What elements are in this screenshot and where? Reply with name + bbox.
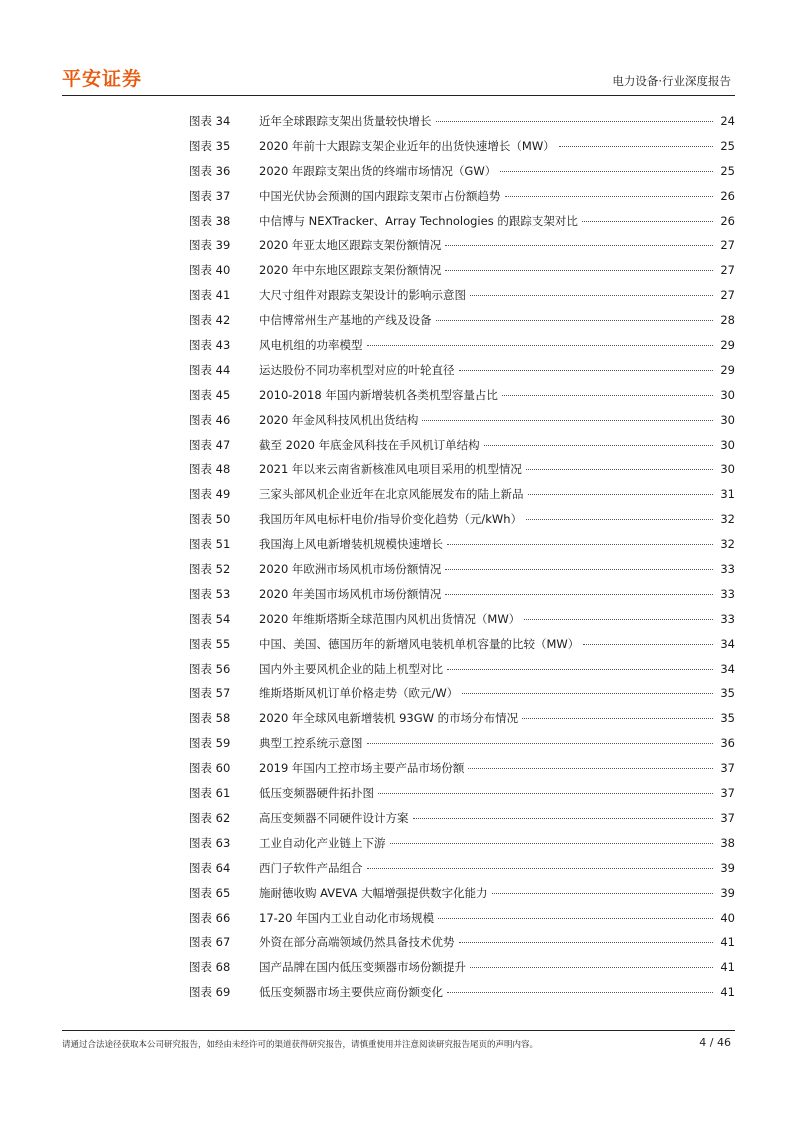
toc-figure-title[interactable]: 我国海上风电新增装机规模快速增长 xyxy=(259,537,443,552)
toc-page-number[interactable]: 37 xyxy=(720,786,735,801)
toc-page-number[interactable]: 39 xyxy=(720,885,735,900)
toc-page-number[interactable]: 35 xyxy=(720,711,735,726)
toc-figure-label: 图表 49 xyxy=(189,487,231,502)
toc-figure-title[interactable]: 2020 年中东地区跟踪支架份额情况 xyxy=(259,263,442,278)
toc-entry[interactable] xyxy=(189,984,735,1009)
toc-dot-leader xyxy=(468,768,713,769)
toc-page-number[interactable]: 33 xyxy=(720,586,735,601)
brand-logo: 平安证券 xyxy=(62,68,143,90)
toc-page-number[interactable]: 29 xyxy=(720,338,735,353)
toc-figure-title[interactable]: 近年全球跟踪支架出货量较快增长 xyxy=(259,114,432,128)
toc-dot-leader xyxy=(462,693,713,694)
toc-figure-title[interactable]: 维斯塔斯风机订单价格走势（欧元/W） xyxy=(259,686,459,701)
toc-figure-label: 图表 55 xyxy=(189,636,231,651)
toc-dot-leader xyxy=(447,544,713,545)
toc-entry[interactable] xyxy=(189,287,735,312)
toc-dot-leader xyxy=(367,743,714,744)
toc-dot-leader xyxy=(445,594,713,595)
toc-figure-label: 图表 67 xyxy=(189,935,231,950)
toc-page-number[interactable]: 35 xyxy=(720,686,735,701)
toc-figure-title[interactable]: 2020 年维斯塔斯全球范围内风机出货情况（MW） xyxy=(259,611,521,626)
toc-page-number[interactable]: 27 xyxy=(720,288,735,303)
toc-entry[interactable] xyxy=(189,685,735,710)
toc-dot-leader xyxy=(422,420,713,421)
toc-entry[interactable] xyxy=(189,312,735,337)
toc-page-number[interactable]: 29 xyxy=(720,362,735,377)
toc-dot-leader xyxy=(367,345,714,346)
toc-page-number[interactable]: 27 xyxy=(720,238,735,253)
toc-dot-leader xyxy=(436,320,714,321)
toc-page-number[interactable]: 30 xyxy=(720,387,735,402)
toc-figure-title[interactable]: 2019 年国内工控市场主要产品市场份额 xyxy=(259,761,465,776)
toc-entry[interactable] xyxy=(189,611,735,636)
toc-entry[interactable] xyxy=(189,486,735,511)
toc-figure-title[interactable]: 国产品牌在国内低压变频器市场份额提升 xyxy=(259,960,466,975)
toc-dot-leader xyxy=(484,445,713,446)
toc-entry[interactable] xyxy=(189,213,735,238)
toc-entry[interactable] xyxy=(189,387,735,412)
toc-page-number[interactable]: 26 xyxy=(720,213,735,228)
toc-figure-label: 图表 46 xyxy=(189,412,231,427)
toc-entry[interactable] xyxy=(189,561,735,586)
toc-figure-label: 图表 56 xyxy=(189,661,231,676)
toc-page-number[interactable]: 25 xyxy=(720,138,735,153)
toc-figure-label: 图表 36 xyxy=(189,163,231,178)
toc-entry[interactable] xyxy=(189,113,735,138)
toc-figure-title[interactable]: 17-20 年国内工业自动化市场规模 xyxy=(259,910,435,925)
toc-dot-leader xyxy=(447,992,713,993)
toc-page-number[interactable]: 39 xyxy=(720,860,735,875)
toc-figure-label: 图表 39 xyxy=(189,238,231,253)
toc-figure-label: 图表 63 xyxy=(189,835,231,850)
toc-page-number[interactable]: 32 xyxy=(720,512,735,527)
toc-figure-title[interactable]: 我国历年风电标杆电价/指导价变化趋势（元/kWh） xyxy=(259,512,523,527)
toc-page-number[interactable]: 25 xyxy=(720,163,735,178)
toc-figure-label: 图表 34 xyxy=(189,114,231,128)
toc-figure-title[interactable]: 三家头部风机企业近年在北京风能展发布的陆上新品 xyxy=(259,487,524,502)
header-divider xyxy=(62,95,735,96)
toc-page-number[interactable]: 41 xyxy=(720,960,735,975)
toc-dot-leader xyxy=(413,818,714,819)
toc-entry[interactable] xyxy=(189,636,735,661)
toc-figure-title[interactable]: 2020 年跟踪支架出货的终端市场情况（GW） xyxy=(259,163,497,178)
toc-entry[interactable] xyxy=(189,785,735,810)
figure-index-list xyxy=(189,113,735,1009)
toc-dot-leader xyxy=(447,669,713,670)
toc-page-number[interactable]: 30 xyxy=(720,462,735,477)
toc-entry[interactable] xyxy=(189,412,735,437)
footer-disclaimer: 请通过合法途径获取本公司研究报告，如经由未经许可的渠道获得研究报告，请慎重使用并注意阅读研究报告尾页的声明内容。 xyxy=(62,1040,539,1050)
toc-figure-label: 图表 58 xyxy=(189,711,231,726)
page-number: 4 / 46 xyxy=(699,1036,731,1049)
toc-figure-label: 图表 44 xyxy=(189,362,231,377)
toc-dot-leader xyxy=(445,245,713,246)
toc-entry[interactable] xyxy=(189,461,735,486)
toc-figure-title[interactable]: 中国、美国、德国历年的新增风电装机单机容量的比较（MW） xyxy=(259,636,580,651)
toc-figure-title[interactable]: 典型工控系统示意图 xyxy=(259,736,363,751)
toc-dot-leader xyxy=(378,793,713,794)
toc-figure-title[interactable]: 截至 2020 年底金风科技在手风机订单结构 xyxy=(259,437,480,452)
toc-entry[interactable] xyxy=(189,511,735,536)
toc-page-number[interactable]: 33 xyxy=(720,562,735,577)
toc-entry[interactable] xyxy=(189,138,735,163)
toc-figure-label: 图表 52 xyxy=(189,562,231,577)
toc-dot-leader xyxy=(524,619,713,620)
toc-figure-label: 图表 51 xyxy=(189,537,231,552)
toc-figure-label: 图表 53 xyxy=(189,586,231,601)
toc-figure-title[interactable]: 大尺寸组件对跟踪支架设计的影响示意图 xyxy=(259,288,466,303)
toc-entry[interactable] xyxy=(189,661,735,686)
toc-page-number[interactable]: 37 xyxy=(720,761,735,776)
toc-dot-leader xyxy=(559,146,713,147)
toc-figure-title[interactable]: 高压变频器不同硬件设计方案 xyxy=(259,810,409,825)
toc-dot-leader xyxy=(438,918,713,919)
toc-figure-title[interactable]: 中信博与 NEXTracker、Array Technologies 的跟踪支架对比 xyxy=(259,213,578,228)
toc-figure-title[interactable]: 中国光伏协会预测的国内跟踪支架市占份额趋势 xyxy=(259,188,501,203)
toc-entry[interactable] xyxy=(189,860,735,885)
toc-figure-title[interactable]: 中信博常州生产基地的产线及设备 xyxy=(259,313,432,328)
toc-dot-leader xyxy=(367,868,714,869)
toc-figure-label: 图表 45 xyxy=(189,387,231,402)
toc-dot-leader xyxy=(492,893,713,894)
toc-entry[interactable] xyxy=(189,760,735,785)
toc-page-number[interactable]: 26 xyxy=(720,188,735,203)
toc-dot-leader xyxy=(582,221,713,222)
toc-entry[interactable] xyxy=(189,810,735,835)
toc-figure-label: 图表 62 xyxy=(189,810,231,825)
toc-dot-leader xyxy=(470,967,713,968)
toc-figure-label: 图表 60 xyxy=(189,761,231,776)
toc-figure-label: 图表 48 xyxy=(189,462,231,477)
toc-entry[interactable] xyxy=(189,337,735,362)
toc-figure-title[interactable]: 施耐德收购 AVEVA 大幅增强提供数字化能力 xyxy=(259,885,488,900)
toc-figure-label: 图表 47 xyxy=(189,437,231,452)
toc-entry[interactable] xyxy=(189,934,735,959)
toc-dot-leader xyxy=(526,469,713,470)
toc-figure-title[interactable]: 2020 年美国市场风机市场份额情况 xyxy=(259,586,442,601)
toc-figure-label: 图表 68 xyxy=(189,960,231,975)
toc-entry[interactable] xyxy=(189,885,735,910)
toc-figure-label: 图表 69 xyxy=(189,985,231,1000)
toc-dot-leader xyxy=(505,196,714,197)
toc-entry[interactable] xyxy=(189,586,735,611)
toc-page-number[interactable]: 36 xyxy=(720,736,735,751)
toc-entry[interactable] xyxy=(189,959,735,984)
toc-figure-label: 图表 59 xyxy=(189,736,231,751)
toc-figure-title[interactable]: 2020 年欧洲市场风机市场份额情况 xyxy=(259,562,442,577)
toc-figure-label: 图表 64 xyxy=(189,860,231,875)
toc-page-number[interactable]: 41 xyxy=(720,935,735,950)
toc-entry[interactable] xyxy=(189,710,735,735)
toc-dot-leader xyxy=(436,121,714,122)
toc-figure-title[interactable]: 外资在部分高端领域仍然具备技术优势 xyxy=(259,935,455,950)
toc-page-number[interactable]: 41 xyxy=(720,985,735,1000)
report-category: 电力设备·行业深度报告 xyxy=(612,74,731,88)
toc-entry[interactable] xyxy=(189,536,735,561)
toc-figure-title[interactable]: 低压变频器市场主要供应商份额变化 xyxy=(259,985,443,1000)
toc-dot-leader xyxy=(445,569,713,570)
toc-page-number[interactable]: 24 xyxy=(720,114,735,128)
toc-page-number[interactable]: 40 xyxy=(720,910,735,925)
toc-entry[interactable] xyxy=(189,237,735,262)
toc-entry[interactable] xyxy=(189,910,735,935)
toc-figure-label: 图表 43 xyxy=(189,338,231,353)
toc-entry[interactable] xyxy=(189,262,735,287)
toc-dot-leader xyxy=(528,494,714,495)
toc-entry[interactable] xyxy=(189,835,735,860)
toc-dot-leader xyxy=(459,942,714,943)
toc-entry[interactable] xyxy=(189,188,735,213)
toc-entry[interactable] xyxy=(189,735,735,760)
toc-page-number[interactable]: 34 xyxy=(720,636,735,651)
toc-figure-title[interactable]: 西门子软件产品组合 xyxy=(259,860,363,875)
toc-figure-title[interactable]: 运达股份不同功率机型对应的叶轮直径 xyxy=(259,362,455,377)
toc-dot-leader xyxy=(522,718,713,719)
toc-dot-leader xyxy=(459,370,714,371)
toc-figure-title[interactable]: 2020 年全球风电新增装机 93GW 的市场分布情况 xyxy=(259,711,519,726)
toc-page-number[interactable]: 27 xyxy=(720,263,735,278)
toc-dot-leader xyxy=(526,519,713,520)
toc-figure-label: 图表 66 xyxy=(189,910,231,925)
toc-dot-leader xyxy=(470,295,713,296)
toc-figure-title[interactable]: 2021 年以来云南省新核准风电项目采用的机型情况 xyxy=(259,462,522,477)
toc-dot-leader xyxy=(502,395,713,396)
toc-figure-label: 图表 41 xyxy=(189,288,231,303)
toc-page-number[interactable]: 32 xyxy=(720,537,735,552)
toc-figure-label: 图表 50 xyxy=(189,512,231,527)
toc-figure-title[interactable]: 低压变频器硬件拓扑图 xyxy=(259,786,374,801)
toc-figure-title[interactable]: 2020 年亚太地区跟踪支架份额情况 xyxy=(259,238,442,253)
toc-entry[interactable] xyxy=(189,163,735,188)
toc-figure-label: 图表 54 xyxy=(189,611,231,626)
toc-figure-title[interactable]: 国内外主要风机企业的陆上机型对比 xyxy=(259,661,443,676)
toc-page-number[interactable]: 34 xyxy=(720,661,735,676)
toc-page-number[interactable]: 37 xyxy=(720,810,735,825)
toc-dot-leader xyxy=(445,270,713,271)
toc-entry[interactable] xyxy=(189,362,735,387)
toc-page-number[interactable]: 30 xyxy=(720,412,735,427)
toc-figure-label: 图表 57 xyxy=(189,686,231,701)
toc-page-number[interactable]: 30 xyxy=(720,437,735,452)
toc-figure-title[interactable]: 2010-2018 年国内新增装机各类机型容量占比 xyxy=(259,387,498,402)
toc-dot-leader xyxy=(390,843,714,844)
toc-page-number[interactable]: 38 xyxy=(720,835,735,850)
toc-figure-label: 图表 35 xyxy=(189,138,231,153)
toc-entry[interactable] xyxy=(189,437,735,462)
toc-figure-title[interactable]: 风电机组的功率模型 xyxy=(259,338,363,353)
toc-figure-label: 图表 42 xyxy=(189,313,231,328)
toc-page-number[interactable]: 28 xyxy=(720,313,735,328)
toc-figure-label: 图表 61 xyxy=(189,786,231,801)
toc-figure-label: 图表 40 xyxy=(189,263,231,278)
toc-page-number[interactable]: 33 xyxy=(720,611,735,626)
toc-figure-label: 图表 37 xyxy=(189,188,231,203)
toc-figure-label: 图表 38 xyxy=(189,213,231,228)
toc-page-number[interactable]: 31 xyxy=(720,487,735,502)
footer-divider xyxy=(62,1030,735,1031)
toc-figure-label: 图表 65 xyxy=(189,885,231,900)
toc-dot-leader xyxy=(500,171,713,172)
toc-figure-title[interactable]: 2020 年前十大跟踪支架企业近年的出货快速增长（MW） xyxy=(259,138,555,153)
toc-figure-title[interactable]: 2020 年金风科技风机出货结构 xyxy=(259,412,419,427)
toc-figure-title[interactable]: 工业自动化产业链上下游 xyxy=(259,835,386,850)
toc-dot-leader xyxy=(583,644,713,645)
